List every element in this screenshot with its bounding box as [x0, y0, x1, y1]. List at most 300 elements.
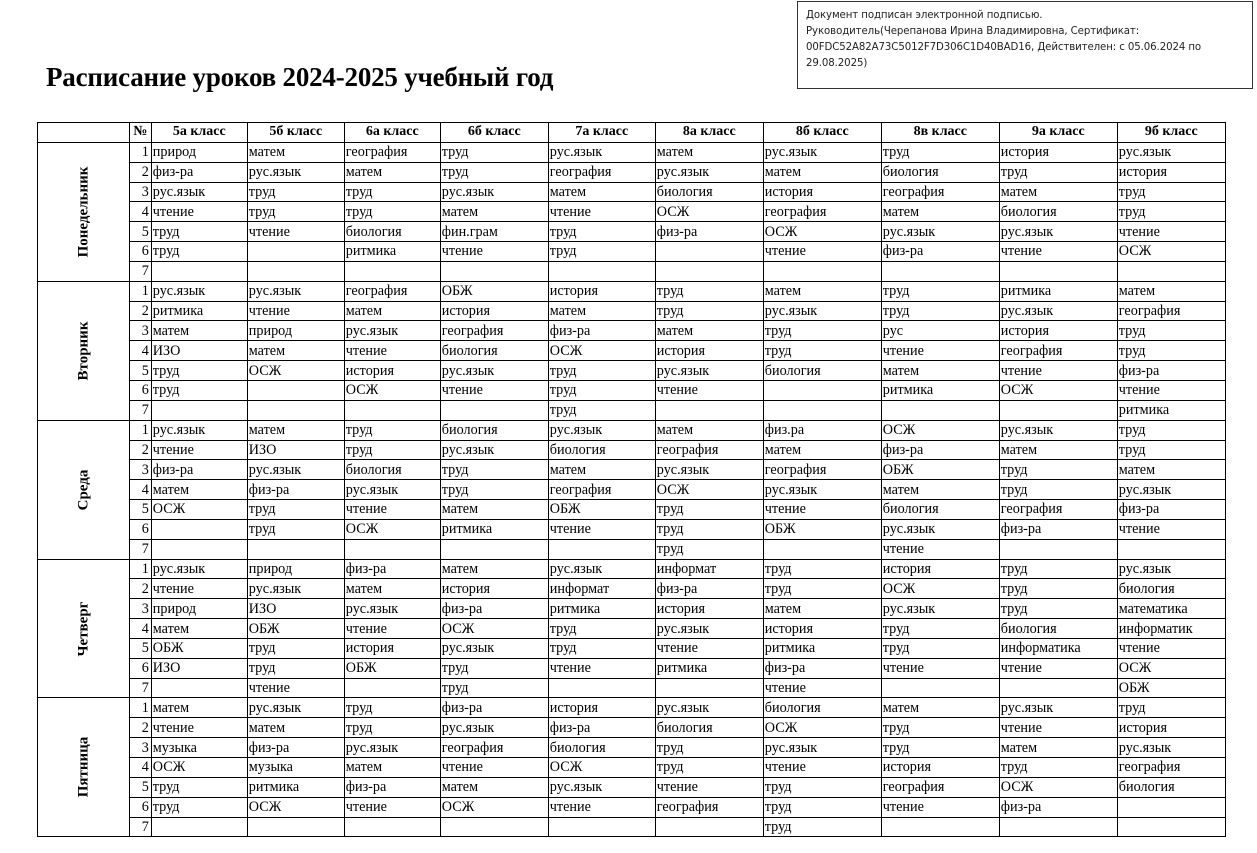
- table-row: [38, 797, 1226, 817]
- subject-cell: ритмика: [1117, 400, 1225, 420]
- subject-cell: труд: [655, 539, 763, 559]
- subject-cell: информат: [655, 559, 763, 579]
- class-header: 8в класс: [881, 123, 999, 143]
- subject-cell: рус.язык: [344, 738, 440, 758]
- table-row: [38, 559, 1226, 579]
- subject-cell: [881, 817, 999, 837]
- day-label: Понедельник: [75, 166, 92, 258]
- subject-cell: география: [548, 162, 655, 182]
- subject-cell: матем: [881, 202, 999, 222]
- subject-cell: рус.язык: [344, 599, 440, 619]
- lesson-number: 1: [129, 281, 151, 301]
- corner-cell: [38, 123, 130, 143]
- subject-cell: труд: [548, 400, 655, 420]
- subject-cell: [881, 678, 999, 698]
- subject-cell: ритмика: [763, 638, 881, 658]
- class-header: 6а класс: [344, 123, 440, 143]
- subject-cell: матем: [881, 361, 999, 381]
- subject-cell: чтение: [655, 777, 763, 797]
- lesson-number: 2: [129, 162, 151, 182]
- subject-cell: чтение: [1117, 519, 1225, 539]
- subject-cell: рус.язык: [999, 222, 1117, 242]
- subject-cell: ОСЖ: [344, 519, 440, 539]
- subject-cell: матем: [151, 321, 247, 341]
- subject-cell: география: [548, 480, 655, 500]
- subject-cell: биология: [344, 460, 440, 480]
- subject-cell: чтение: [344, 341, 440, 361]
- subject-cell: матем: [763, 162, 881, 182]
- subject-cell: история: [440, 301, 548, 321]
- table-row: [38, 162, 1226, 182]
- subject-cell: география: [999, 341, 1117, 361]
- table-row: [38, 678, 1226, 698]
- subject-cell: география: [440, 321, 548, 341]
- subject-cell: труд: [440, 678, 548, 698]
- subject-cell: природ: [151, 599, 247, 619]
- subject-cell: география: [1117, 301, 1225, 321]
- subject-cell: информатика: [999, 638, 1117, 658]
- subject-cell: ОСЖ: [440, 619, 548, 639]
- subject-cell: ритмика: [344, 242, 440, 262]
- subject-cell: [1117, 261, 1225, 281]
- subject-cell: биология: [440, 420, 548, 440]
- table-row: [38, 222, 1226, 242]
- subject-cell: география: [1117, 758, 1225, 778]
- subject-cell: рус.язык: [344, 321, 440, 341]
- subject-cell: рус.язык: [999, 301, 1117, 321]
- subject-cell: физ-ра: [881, 440, 999, 460]
- subject-cell: биология: [1117, 777, 1225, 797]
- subject-cell: труд: [151, 797, 247, 817]
- lesson-number: 6: [129, 658, 151, 678]
- subject-cell: труд: [999, 480, 1117, 500]
- subject-cell: физ-ра: [151, 162, 247, 182]
- subject-cell: труд: [1117, 341, 1225, 361]
- day-label: Вторник: [75, 321, 92, 381]
- subject-cell: труд: [440, 162, 548, 182]
- subject-cell: история: [881, 559, 999, 579]
- subject-cell: рус.язык: [655, 361, 763, 381]
- subject-cell: рус.язык: [999, 698, 1117, 718]
- subject-cell: рус.язык: [440, 638, 548, 658]
- subject-cell: рус.язык: [247, 698, 344, 718]
- lesson-number: 7: [129, 678, 151, 698]
- subject-cell: ОСЖ: [344, 380, 440, 400]
- table-row: [38, 440, 1226, 460]
- subject-cell: [548, 817, 655, 837]
- class-header: 8б класс: [763, 123, 881, 143]
- table-row: [38, 281, 1226, 301]
- table-row: [38, 619, 1226, 639]
- day-cell: [38, 698, 130, 837]
- subject-cell: чтение: [151, 440, 247, 460]
- subject-cell: [247, 400, 344, 420]
- subject-cell: труд: [999, 162, 1117, 182]
- subject-cell: география: [440, 738, 548, 758]
- subject-cell: история: [1117, 718, 1225, 738]
- subject-cell: история: [1117, 162, 1225, 182]
- subject-cell: труд: [247, 658, 344, 678]
- lesson-number: 3: [129, 182, 151, 202]
- subject-cell: рус.язык: [247, 162, 344, 182]
- day-label: Пятница: [75, 737, 92, 798]
- subject-cell: рус.язык: [548, 420, 655, 440]
- subject-cell: география: [655, 440, 763, 460]
- subject-cell: физ-ра: [881, 242, 999, 262]
- lesson-number: 7: [129, 261, 151, 281]
- subject-cell: ОБЖ: [344, 658, 440, 678]
- table-row: [38, 599, 1226, 619]
- subject-cell: ОСЖ: [881, 420, 999, 440]
- subject-cell: рус.язык: [763, 480, 881, 500]
- subject-cell: рус.язык: [151, 420, 247, 440]
- subject-cell: физ-ра: [655, 222, 763, 242]
- subject-cell: история: [344, 361, 440, 381]
- subject-cell: чтение: [151, 579, 247, 599]
- subject-cell: матем: [999, 440, 1117, 460]
- subject-cell: физ-ра: [548, 718, 655, 738]
- subject-cell: [247, 261, 344, 281]
- lesson-number: 5: [129, 361, 151, 381]
- subject-cell: география: [344, 142, 440, 162]
- subject-cell: физ-ра: [548, 321, 655, 341]
- subject-cell: ОБЖ: [881, 460, 999, 480]
- lesson-number: 1: [129, 142, 151, 162]
- subject-cell: ОСЖ: [1117, 242, 1225, 262]
- subject-cell: ОСЖ: [548, 341, 655, 361]
- day-cell: [38, 559, 130, 698]
- subject-cell: история: [999, 142, 1117, 162]
- subject-cell: физ-ра: [440, 599, 548, 619]
- subject-cell: труд: [999, 599, 1117, 619]
- subject-cell: ОСЖ: [151, 758, 247, 778]
- subject-cell: матем: [655, 420, 763, 440]
- subject-cell: труд: [440, 480, 548, 500]
- subject-cell: [344, 678, 440, 698]
- subject-cell: [999, 400, 1117, 420]
- subject-cell: матем: [440, 777, 548, 797]
- subject-cell: труд: [655, 738, 763, 758]
- subject-cell: география: [999, 500, 1117, 520]
- subject-cell: ОБЖ: [763, 519, 881, 539]
- subject-cell: ритмика: [440, 519, 548, 539]
- subject-cell: ОСЖ: [763, 222, 881, 242]
- subject-cell: история: [655, 599, 763, 619]
- subject-cell: труд: [151, 361, 247, 381]
- subject-cell: [151, 539, 247, 559]
- subject-cell: матем: [344, 301, 440, 321]
- subject-cell: история: [548, 698, 655, 718]
- subject-cell: ОСЖ: [881, 579, 999, 599]
- lesson-number: 3: [129, 599, 151, 619]
- subject-cell: [655, 817, 763, 837]
- signature-line: Документ подписан электронной подписью.: [806, 10, 1043, 21]
- subject-cell: биология: [881, 500, 999, 520]
- subject-cell: [763, 539, 881, 559]
- subject-cell: матем: [247, 420, 344, 440]
- class-header: 6б класс: [440, 123, 548, 143]
- subject-cell: чтение: [1117, 222, 1225, 242]
- subject-cell: ОБЖ: [548, 500, 655, 520]
- subject-cell: [247, 539, 344, 559]
- subject-cell: труд: [344, 718, 440, 738]
- subject-cell: ОСЖ: [440, 797, 548, 817]
- subject-cell: география: [344, 281, 440, 301]
- subject-cell: природ: [151, 142, 247, 162]
- subject-cell: матем: [655, 142, 763, 162]
- subject-cell: рус.язык: [440, 182, 548, 202]
- table-row: [38, 718, 1226, 738]
- subject-cell: матем: [247, 142, 344, 162]
- subject-cell: музыка: [247, 758, 344, 778]
- subject-cell: чтение: [344, 619, 440, 639]
- subject-cell: труд: [440, 460, 548, 480]
- lesson-number: 5: [129, 638, 151, 658]
- subject-cell: математика: [1117, 599, 1225, 619]
- table-row: [38, 380, 1226, 400]
- subject-cell: [247, 380, 344, 400]
- subject-cell: рус.язык: [655, 698, 763, 718]
- subject-cell: физ-ра: [655, 579, 763, 599]
- subject-cell: рус.язык: [655, 460, 763, 480]
- subject-cell: чтение: [548, 519, 655, 539]
- lesson-number: 5: [129, 222, 151, 242]
- subject-cell: информат: [548, 579, 655, 599]
- subject-cell: география: [881, 182, 999, 202]
- subject-cell: матем: [151, 698, 247, 718]
- subject-cell: чтение: [655, 380, 763, 400]
- table-row: [38, 519, 1226, 539]
- subject-cell: история: [763, 182, 881, 202]
- subject-cell: труд: [881, 738, 999, 758]
- subject-cell: физ-ра: [151, 460, 247, 480]
- subject-cell: чтение: [247, 222, 344, 242]
- subject-cell: физ-ра: [999, 797, 1117, 817]
- subject-cell: [440, 400, 548, 420]
- subject-cell: труд: [440, 658, 548, 678]
- lesson-number: 4: [129, 341, 151, 361]
- table-row: [38, 539, 1226, 559]
- subject-cell: ритмика: [151, 301, 247, 321]
- subject-cell: чтение: [763, 678, 881, 698]
- subject-cell: ОСЖ: [763, 718, 881, 738]
- subject-cell: труд: [999, 460, 1117, 480]
- table-row: [38, 301, 1226, 321]
- subject-cell: рус.язык: [440, 718, 548, 738]
- subject-cell: ОСЖ: [655, 480, 763, 500]
- subject-cell: матем: [440, 500, 548, 520]
- subject-cell: труд: [881, 142, 999, 162]
- subject-cell: рус.язык: [999, 420, 1117, 440]
- subject-cell: [440, 261, 548, 281]
- subject-cell: физ-ра: [344, 777, 440, 797]
- subject-cell: рус.язык: [1117, 738, 1225, 758]
- lesson-number: 6: [129, 242, 151, 262]
- subject-cell: физ.ра: [763, 420, 881, 440]
- signature-line: 29.08.2025): [806, 58, 868, 69]
- table-row: [38, 738, 1226, 758]
- lesson-number: 5: [129, 777, 151, 797]
- subject-cell: труд: [1117, 698, 1225, 718]
- subject-cell: биология: [881, 162, 999, 182]
- subject-cell: [655, 261, 763, 281]
- subject-cell: [440, 539, 548, 559]
- day-cell: [38, 142, 130, 281]
- table-row: [38, 321, 1226, 341]
- subject-cell: [1117, 539, 1225, 559]
- subject-cell: труд: [763, 321, 881, 341]
- subject-cell: природ: [247, 559, 344, 579]
- subject-cell: [999, 261, 1117, 281]
- subject-cell: труд: [763, 797, 881, 817]
- subject-cell: рус.язык: [1117, 142, 1225, 162]
- subject-cell: труд: [1117, 182, 1225, 202]
- subject-cell: матем: [247, 718, 344, 738]
- lesson-number: 2: [129, 301, 151, 321]
- subject-cell: рус.язык: [763, 301, 881, 321]
- subject-cell: труд: [999, 758, 1117, 778]
- subject-cell: история: [763, 619, 881, 639]
- subject-cell: [1117, 817, 1225, 837]
- subject-cell: труд: [548, 222, 655, 242]
- subject-cell: рус.язык: [763, 738, 881, 758]
- subject-cell: матем: [548, 460, 655, 480]
- subject-cell: труд: [763, 559, 881, 579]
- table-row: [38, 758, 1226, 778]
- subject-cell: труд: [151, 222, 247, 242]
- subject-cell: [344, 261, 440, 281]
- subject-cell: рус.язык: [247, 281, 344, 301]
- table-row: [38, 420, 1226, 440]
- subject-cell: матем: [999, 182, 1117, 202]
- table-row: [38, 817, 1226, 837]
- subject-cell: ОБЖ: [1117, 678, 1225, 698]
- subject-cell: труд: [881, 281, 999, 301]
- subject-cell: матем: [763, 599, 881, 619]
- subject-cell: биология: [655, 182, 763, 202]
- subject-cell: [344, 539, 440, 559]
- subject-cell: матем: [655, 321, 763, 341]
- subject-cell: ритмика: [548, 599, 655, 619]
- lesson-number: 2: [129, 718, 151, 738]
- day-label: Четверг: [75, 601, 92, 656]
- class-header: 5б класс: [247, 123, 344, 143]
- subject-cell: [1117, 797, 1225, 817]
- subject-cell: [548, 539, 655, 559]
- subject-cell: ОСЖ: [1117, 658, 1225, 678]
- subject-cell: ОСЖ: [548, 758, 655, 778]
- subject-cell: рус.язык: [344, 480, 440, 500]
- subject-cell: история: [440, 579, 548, 599]
- subject-cell: рус.язык: [247, 579, 344, 599]
- schedule-table: [37, 122, 1226, 837]
- subject-cell: рус.язык: [881, 599, 999, 619]
- subject-cell: [881, 400, 999, 420]
- subject-cell: труд: [1117, 321, 1225, 341]
- class-header: 9б класс: [1117, 123, 1225, 143]
- lesson-number: 4: [129, 202, 151, 222]
- page-title: Расписание уроков 2024-2025 учебный год: [46, 62, 554, 92]
- subject-cell: труд: [548, 638, 655, 658]
- lesson-number: 3: [129, 321, 151, 341]
- subject-cell: [548, 261, 655, 281]
- subject-cell: труд: [999, 559, 1117, 579]
- subject-cell: труд: [1117, 440, 1225, 460]
- subject-cell: труд: [1117, 420, 1225, 440]
- subject-cell: труд: [763, 777, 881, 797]
- subject-cell: чтение: [548, 658, 655, 678]
- subject-cell: [151, 261, 247, 281]
- signature-line: 00FDC52A82A73C5012F7D306C1D40BAD16, Действителен: с 05.06.2024 по: [806, 42, 1202, 53]
- subject-cell: [344, 817, 440, 837]
- subject-cell: труд: [247, 519, 344, 539]
- subject-cell: [763, 380, 881, 400]
- subject-cell: чтение: [881, 341, 999, 361]
- subject-cell: труд: [881, 619, 999, 639]
- subject-cell: матем: [344, 162, 440, 182]
- subject-cell: ОСЖ: [247, 361, 344, 381]
- subject-cell: рус.язык: [763, 142, 881, 162]
- table-row: [38, 658, 1226, 678]
- subject-cell: [344, 400, 440, 420]
- subject-cell: ритмика: [247, 777, 344, 797]
- subject-cell: труд: [344, 420, 440, 440]
- subject-cell: труд: [247, 638, 344, 658]
- subject-cell: труд: [344, 202, 440, 222]
- subject-cell: физ-ра: [1117, 500, 1225, 520]
- table-row: [38, 777, 1226, 797]
- subject-cell: физ-ра: [763, 658, 881, 678]
- subject-cell: чтение: [548, 202, 655, 222]
- subject-cell: матем: [344, 758, 440, 778]
- subject-cell: география: [763, 202, 881, 222]
- subject-cell: матем: [1117, 460, 1225, 480]
- subject-cell: [763, 400, 881, 420]
- subject-cell: чтение: [999, 718, 1117, 738]
- subject-cell: физ-ра: [440, 698, 548, 718]
- subject-cell: матем: [440, 202, 548, 222]
- lesson-number: 7: [129, 400, 151, 420]
- subject-cell: информатик: [1117, 619, 1225, 639]
- subject-cell: матем: [999, 738, 1117, 758]
- subject-cell: труд: [763, 579, 881, 599]
- subject-cell: рус.язык: [1117, 480, 1225, 500]
- subject-cell: труд: [247, 500, 344, 520]
- subject-cell: рус.язык: [1117, 559, 1225, 579]
- subject-cell: биология: [548, 738, 655, 758]
- subject-cell: чтение: [151, 718, 247, 738]
- subject-cell: рус.язык: [655, 619, 763, 639]
- table-row: [38, 202, 1226, 222]
- subject-cell: [151, 400, 247, 420]
- header-row: [38, 123, 1226, 143]
- subject-cell: ОБЖ: [247, 619, 344, 639]
- subject-cell: музыка: [151, 738, 247, 758]
- subject-cell: [548, 678, 655, 698]
- subject-cell: чтение: [763, 242, 881, 262]
- subject-cell: труд: [151, 777, 247, 797]
- subject-cell: [881, 261, 999, 281]
- subject-cell: труд: [344, 698, 440, 718]
- subject-cell: ОСЖ: [151, 500, 247, 520]
- subject-cell: чтение: [999, 361, 1117, 381]
- subject-cell: биология: [344, 222, 440, 242]
- subject-cell: труд: [763, 817, 881, 837]
- subject-cell: ОБЖ: [151, 638, 247, 658]
- subject-cell: чтение: [344, 797, 440, 817]
- subject-cell: биология: [999, 202, 1117, 222]
- day-cell: [38, 281, 130, 420]
